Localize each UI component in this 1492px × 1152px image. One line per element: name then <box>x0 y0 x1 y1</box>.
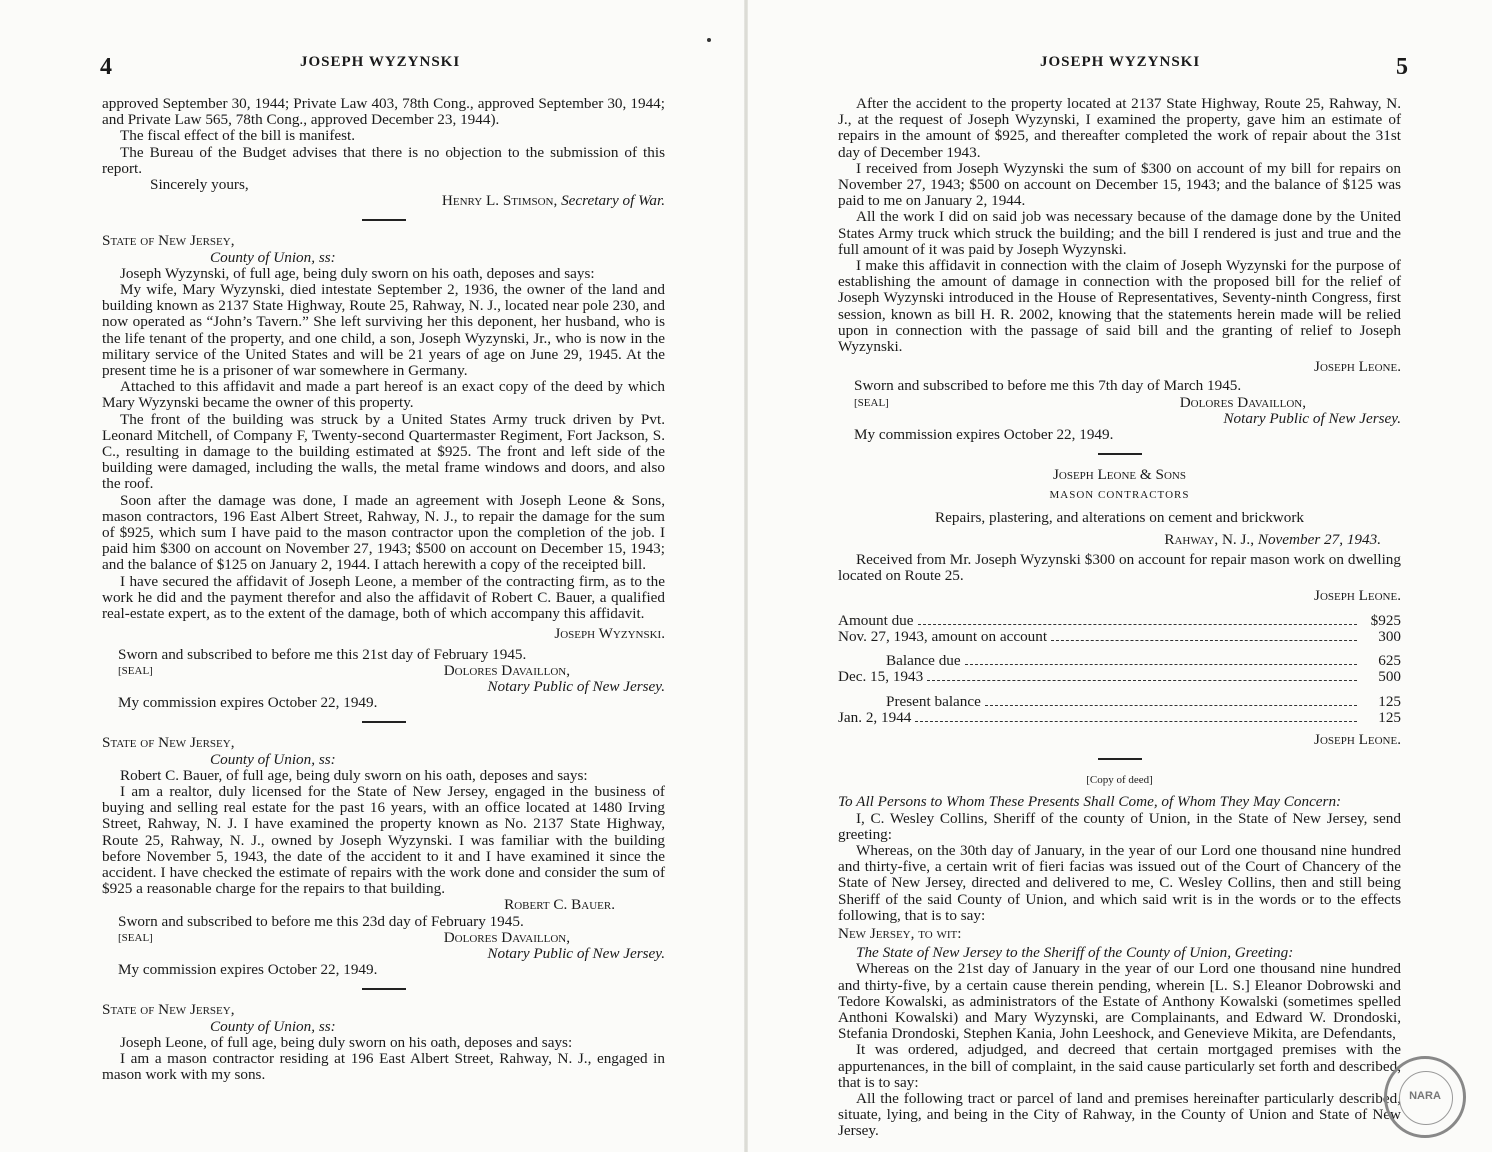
right-column <box>838 96 1401 1140</box>
seal-row <box>102 930 665 946</box>
notary-title: Notary Public of New Jersey. <box>487 677 665 695</box>
archive-stamp <box>1384 1056 1466 1138</box>
right-page <box>746 0 1492 1152</box>
notary-name: Dolores Davaillon, <box>1179 393 1306 411</box>
ledger-label: Jan. 2, 1944 <box>838 708 912 726</box>
affidavit-paragraph: After the accident to the property located at 2137 State Highway, Route 25, Rahway, N. J., at the request of Joseph Wyzynski, I examined the property, gave him an estimate of repairs in the amount of $925, and thereafter completed the work of repair about the 31st day of December 1943. <box>838 95 1401 161</box>
scan-speck <box>707 38 711 42</box>
affidavit-paragraph: My wife, Mary Wyzynski, died intestate September 2, 1936, the owner of the land and building known as 2137 State Highway, Route 25, Rahway, N. J., located near pole 230, and now operated as “John’s Tavern.” She left surviving her this deponent, her husband, who is the life tenant of the property, and one child, a son, Joseph Wyzynski, Jr., who is now in the military service of the United States and will be 21 years of age on June 29, 1945. At the present time he is a prisoner of war somewhere in Germany. <box>102 281 665 380</box>
affidavit-state: State of New Jersey, <box>102 232 235 250</box>
running-head: JOSEPH WYZYNSKI <box>1040 54 1201 70</box>
letter-closing: Sincerely yours, <box>150 176 249 194</box>
seal-row <box>838 395 1401 411</box>
letter-paragraph: The Bureau of the Budget advises that there is no objection to the submission of this report. <box>102 143 665 177</box>
affidavit-paragraph: Robert C. Bauer, of full age, being duly sworn on his oath, deposes and says: <box>120 766 588 784</box>
section-divider <box>1098 453 1142 455</box>
commission-expiry: My commission expires October 22, 1949. <box>118 961 378 979</box>
affiant-signature: Robert C. Bauer. <box>504 896 615 914</box>
notary-title: Notary Public of New Jersey. <box>1223 409 1401 427</box>
affidavit-paragraph: I make this affidavit in connection with the claim of Joseph Wyzynski for the purpose of establishing the amount of damage in connection with the proposed bill for the relief of Joseph Wyzynski introduced in the House of Representatives, Seventy-ninth Congress, first session, known as bill H. R. 2002, knowing that the statements herein made will be relied upon in connection with the passage of said bill and the granting of relief to Joseph Wyzynski. <box>838 257 1401 356</box>
affidavit-paragraph: I am a realtor, duly licensed for the State of New Jersey, engaged in the business of buying and selling real estate for the past 16 years, with an office located at 1480 Irving Street, Rahway, N. J. I have examined the property known as No. 2137 State Highway, Route 25, Rahway, N. J., owned by Joseph Wyzynski. I was familiar with the building before November 5, 1943, the date of the accident to it and I have examined it since the accident. I have checked the estimate of repairs with the work done and consider the sum of $925 a reasonable charge for the repairs to that building. <box>102 782 665 898</box>
affiant-signature: Joseph Leone. <box>1314 358 1401 376</box>
section-divider <box>1098 758 1142 760</box>
ledger-label: Nov. 27, 1943, amount on account <box>838 627 1048 645</box>
ledger-leader <box>927 680 1357 681</box>
ledger-amount: 125 <box>1378 708 1401 726</box>
deed-paragraph: It was ordered, adjudged, and decreed that certain mortgaged premises with the appurtenances, in the bill of complaint, in the said cause particularly set forth and described, that is to say: <box>838 1041 1401 1091</box>
jurat: Sworn and subscribed to before me this 7th day of March 1945. <box>854 377 1242 395</box>
jurat: Sworn and subscribed to before me this 21st day of February 1945. <box>118 645 527 663</box>
ledger-label: Balance due <box>886 652 961 670</box>
deed-salutation: To All Persons to Whom These Presents Shall Come, of Whom They May Concern: <box>838 793 1342 811</box>
deed-paragraph: Whereas on the 21st day of January in the year of our Lord one thousand nine hundred and thirty-five, by a certain cause therein pending, wherein [L. S.] Eleanor Dobrowski and Tedore Kowalski, as administrators of the Estate of Anthony Kowalski (sometimes spelled Anthoni Kowalski) and Mary Wyzynski, are Complainants, and Edward W. Drondoski, Stefania Drondoski, Stephen Kania, John Leeshock, and Genevieve Mikita, are Defendants, <box>838 960 1401 1043</box>
notary-name: Dolores Davaillon, <box>443 928 570 946</box>
archive-stamp-text: NARA <box>1409 1090 1441 1102</box>
ledger-row <box>838 629 1401 645</box>
ledger-leader <box>1051 640 1357 641</box>
affidavit-paragraph: Attached to this affidavit and made a part hereof is an exact copy of the deed by which Mary Wyzynski became the owner of this property. <box>102 378 665 412</box>
ledger-amount: $925 <box>1370 611 1401 629</box>
affidavit-state: State of New Jersey, <box>102 1001 235 1019</box>
affidavit-county: County of Union, ss: <box>210 1017 336 1035</box>
affidavit-paragraph: The front of the building was struck by a United States Army truck driven by Pvt. Leonard Mitchell, of Company F, Twenty-second Quartermaster Regiment, Fort Jackson, S. C., resulting in damage to the building estimated at $925. The front and left side of the building were damaged, including the walls, the metal frame windows and doors, and also the roof. <box>102 410 665 493</box>
page-number: 5 <box>1396 54 1408 80</box>
receipt-dateline: Rahway, N. J., November 27, 1943. <box>1164 530 1381 548</box>
page-number: 4 <box>100 54 112 80</box>
ledger-row <box>838 694 1401 710</box>
affidavit-paragraph: Soon after the damage was done, I made an agreement with Joseph Leone & Sons, mason contractors, 196 East Albert Street, Rahway, N. J., to repair the damage for the sum of $925, which sum I have paid to the mason contractor upon the completion of the job. I paid him $300 on account on November 27, 1943; $500 on account on December 15, 1943; and the balance of $125 on January 2, 1944. I attach herewith a copy of the receipted bill. <box>102 491 665 574</box>
affiant-signature: Joseph Wyzynski. <box>554 625 665 643</box>
letter-paragraph: The fiscal effect of the bill is manifest. <box>120 127 356 145</box>
affidavit-paragraph: I am a mason contractor residing at 196 East Albert Street, Rahway, N. J., engaged in mason work with my sons. <box>102 1049 665 1084</box>
receipt-text: Received from Mr. Joseph Wyzynski $300 on account for repair mason work on dwelling located on Route 25. <box>838 551 1401 585</box>
ledger-row <box>838 710 1401 726</box>
ledger-leader <box>915 721 1357 722</box>
left-column <box>102 96 665 1083</box>
affidavit-paragraph: All the work I did on said job was necessary because of the damage done by the United States Army truck which struck the building; and the bill I rendered is just and true and the full amount of it was paid by Joseph Wyzynski. <box>838 208 1401 258</box>
ledger-amount: 500 <box>1378 668 1401 686</box>
running-head: JOSEPH WYZYNSKI <box>300 54 461 70</box>
ledger-amount: 300 <box>1378 627 1401 645</box>
seal-label: [SEAL] <box>118 664 153 677</box>
ledger-label: Present balance <box>886 692 981 710</box>
firm-services: Repairs, plastering, and alterations on cement and brickwork <box>934 508 1305 526</box>
ledger-label: Dec. 15, 1943 <box>838 668 924 686</box>
section-divider <box>362 721 406 723</box>
jurat: Sworn and subscribed to before me this 23d day of February 1945. <box>118 912 524 930</box>
section-divider <box>362 219 406 221</box>
notary-title: Notary Public of New Jersey. <box>487 944 665 962</box>
deed-venue: New Jersey, to wit: <box>838 924 962 942</box>
firm-name: Joseph Leone & Sons <box>1052 466 1186 484</box>
affidavit-state: State of New Jersey, <box>102 734 235 752</box>
affidavit-paragraph: Joseph Leone, of full age, being duly sworn on his oath, deposes and says: <box>120 1033 573 1051</box>
seal-row <box>102 663 665 679</box>
deed-heading: [Copy of deed] <box>1086 774 1153 787</box>
ledger-leader <box>965 664 1357 665</box>
affidavit-paragraph: I have secured the affidavit of Joseph Leone, a member of the contracting firm, as to the work he did and the payment therefor and also the affidavit of Robert C. Bauer, a qualified real-estate expert, as to the extent of the damage, both of which accompany this affidavit. <box>102 572 665 623</box>
affidavit-paragraph: I received from Joseph Wyzynski the sum of $300 on account of my bill for repairs on November 27, 1943; $500 on account on December 15, 1943; and the balance of $125 was paid to me on January 2, 1944. <box>838 159 1401 210</box>
ledger-amount: 125 <box>1378 692 1401 710</box>
deed-greeting: The State of New Jersey to the Sheriff of the County of Union, Greeting: <box>856 944 1294 962</box>
firm-trade: MASON CONTRACTORS <box>1049 489 1190 502</box>
receipt-ledger <box>838 613 1401 726</box>
ledger-row <box>838 669 1401 685</box>
section-divider <box>362 988 406 990</box>
deed-paragraph: I, C. Wesley Collins, Sheriff of the county of Union, in the State of New Jersey, send greeting: <box>838 809 1401 843</box>
letter-paragraph: approved September 30, 1944; Private Law 403, 78th Cong., approved September 30, 1944; and Private Law 565, 78th Cong., approved December 23, 1944). <box>102 95 665 129</box>
receipt-signature: Joseph Leone. <box>1314 730 1401 748</box>
affidavit-paragraph: Joseph Wyzynski, of full age, being duly sworn on his oath, deposes and says: <box>120 264 595 282</box>
ledger-label: Amount due <box>838 611 914 629</box>
deed-paragraph: Whereas, on the 30th day of January, in the year of our Lord one thousand nine hundred and thirty-five, a certain writ of fieri facias was issued out of the Court of Chancery of the State of New Jersey, directed and delivered to me, C. Wesley Collins, then and still being Sheriff of the said County of Union, and which said writ is in the words or to the effects following, that is to say: <box>838 841 1401 924</box>
affidavit-county: County of Union, ss: <box>210 248 336 266</box>
letter-signature: Henry L. Stimson, Secretary of War. <box>441 192 665 210</box>
notary-name: Dolores Davaillon, <box>443 661 570 679</box>
deed-paragraph: All the following tract or parcel of land and premises hereinafter particularly described, situate, lying, and being in the City of Rahway, in the County of Union and State of New Jersey. <box>838 1089 1401 1140</box>
ledger-amount: 625 <box>1378 652 1401 670</box>
affidavit-county: County of Union, ss: <box>210 750 336 768</box>
ledger-row <box>838 653 1401 669</box>
ledger-row <box>838 613 1401 629</box>
seal-label: [SEAL] <box>118 931 153 944</box>
receipt-signature: Joseph Leone. <box>1314 587 1401 605</box>
ledger-leader <box>985 705 1357 706</box>
commission-expiry: My commission expires October 22, 1949. <box>854 426 1114 444</box>
ledger-leader <box>918 624 1357 625</box>
commission-expiry: My commission expires October 22, 1949. <box>118 694 378 712</box>
seal-label: [SEAL] <box>854 396 889 409</box>
